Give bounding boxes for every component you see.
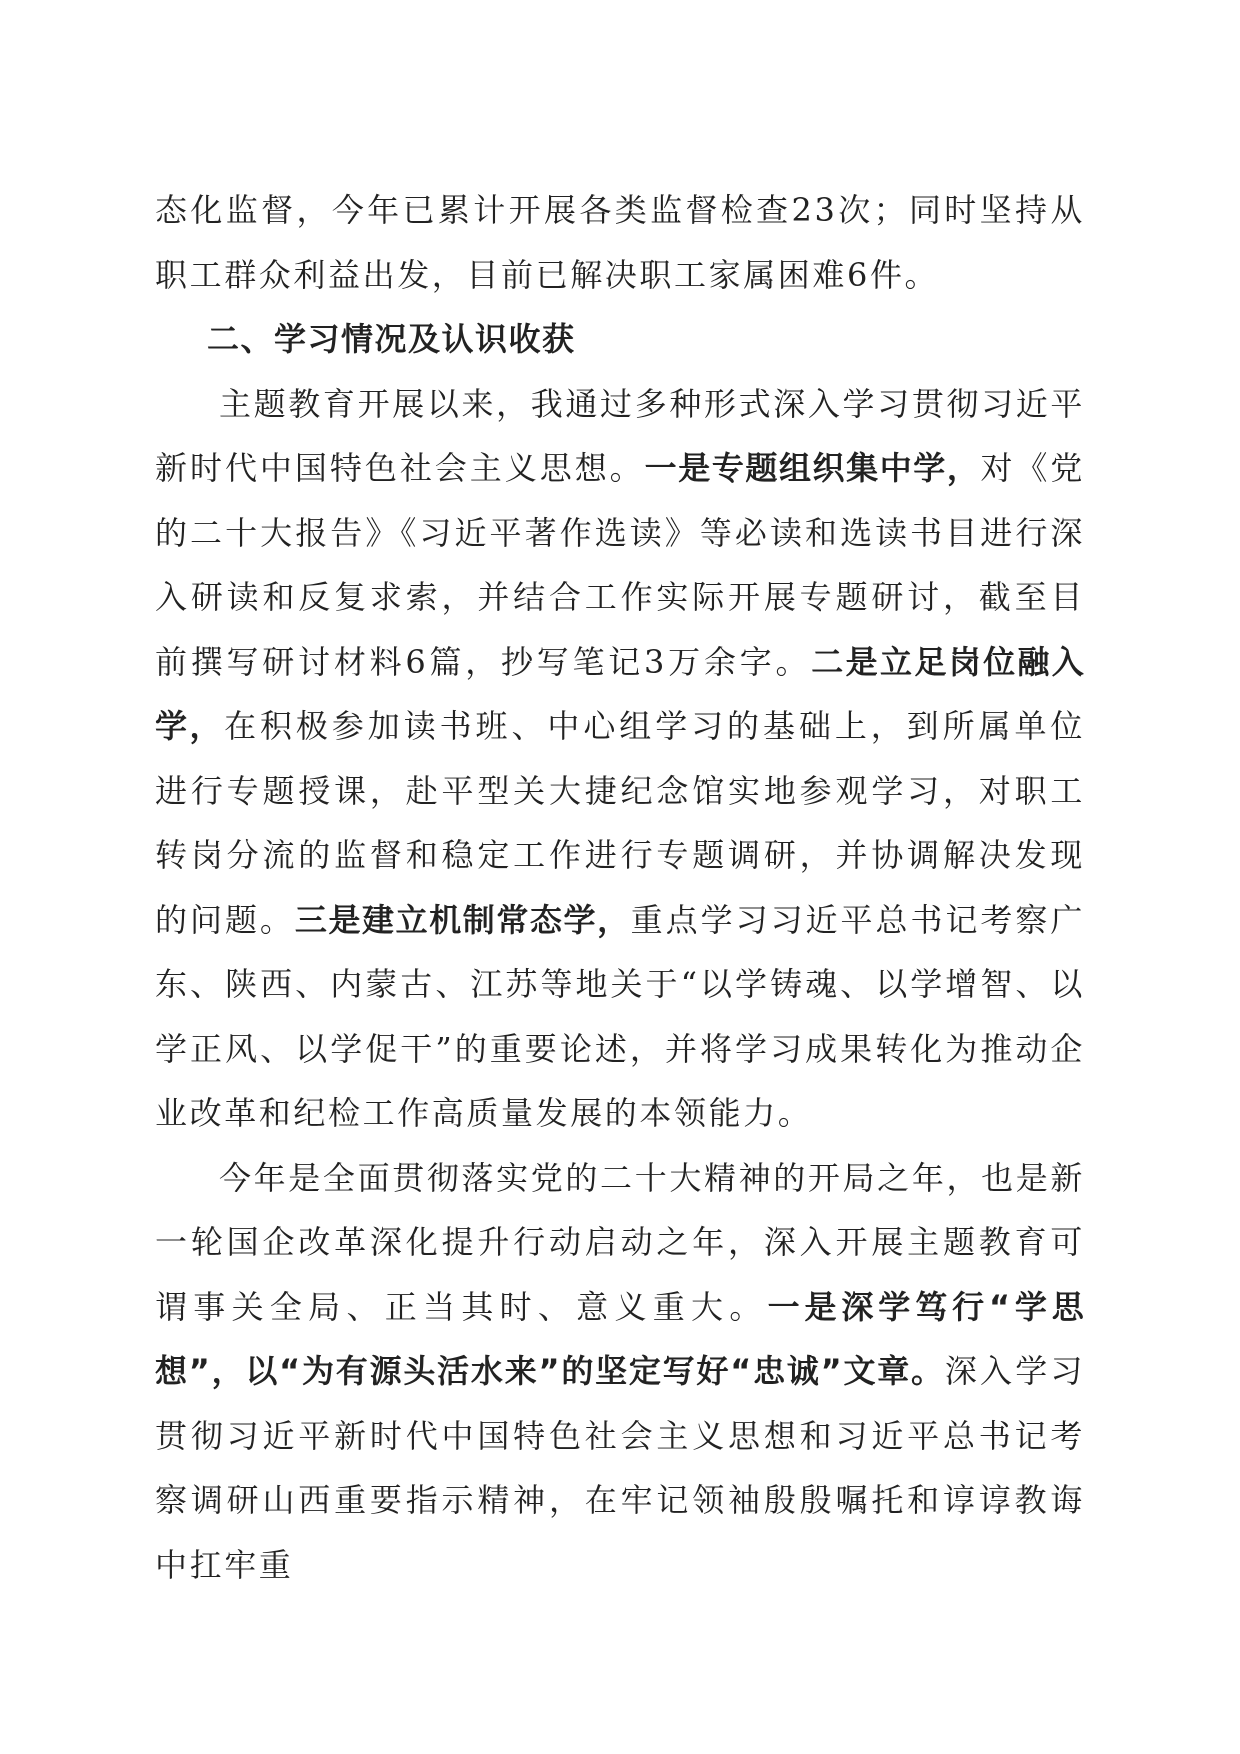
paragraph-text: 今年是全面贯彻落实党的二十大精神的开局之年，也是新一轮国企改革深化提升行动启动之年，深入开展主题教育可谓事关全局、正当其时、意义重大。	[155, 1158, 1085, 1326]
paragraph-text: 态化监督，今年已累计开展各类监督检查23次；同时坚持从职工群众利益出发，目前已解决职工家属困难6件。	[155, 191, 1085, 294]
paragraph-text: 重点学习习近平总书记考察广东、陕西、内蒙古、江苏等地关于“以学铸魂、以学增智、以学正风、以学促干”的重要论述，并将学习成果转化为推动企业改革和纪检工作高质量发展的本领能力。	[155, 900, 1085, 1132]
section-heading: 二、学习情况及认识收获	[207, 320, 576, 358]
paragraph-text: 主题教育开展以来，我通过多种形式深入学习贯彻习近平新时代中国特色社会主义思想。	[155, 384, 1085, 487]
paragraph-text: 对《党的二十大报告》《习近平著作选读》等必读和选读书目进行深入研读和反复求索，并结合工作实际开展专题研讨，截至目前撰写研讨材料6篇，抄写笔记3万余字。	[155, 449, 1085, 681]
paragraph-text: 深入学习贯彻习近平新时代中国特色社会主义思想和习近平总书记考察调研山西重要指示精神，在牢记领袖殷殷嘱托和谆谆教诲中扛牢重	[155, 1352, 1085, 1584]
paragraph-understanding	[155, 1146, 1085, 1598]
bold-point-3: 三是建立机制常态学，	[294, 900, 631, 939]
bold-point-1: 一是专题组织集中学，	[644, 449, 981, 487]
paragraph-study-situation	[155, 372, 1085, 1146]
bold-point-2: 二是立足岗位融入学，	[155, 642, 1085, 745]
paragraph-continued	[155, 178, 1085, 307]
document-page	[155, 178, 1085, 1597]
bold-point-1: 一是深学笃行“学思想”，以“为有源头活水来”的坚定写好“忠诚”文章。	[155, 1287, 1085, 1390]
paragraph-text: 在积极参加读书班、中心组学习的基础上，到所属单位进行专题授课，赴平型关大捷纪念馆实地参观学习，对职工转岗分流的监督和稳定工作进行专题调研，并协调解决发现的问题。	[155, 707, 1085, 939]
